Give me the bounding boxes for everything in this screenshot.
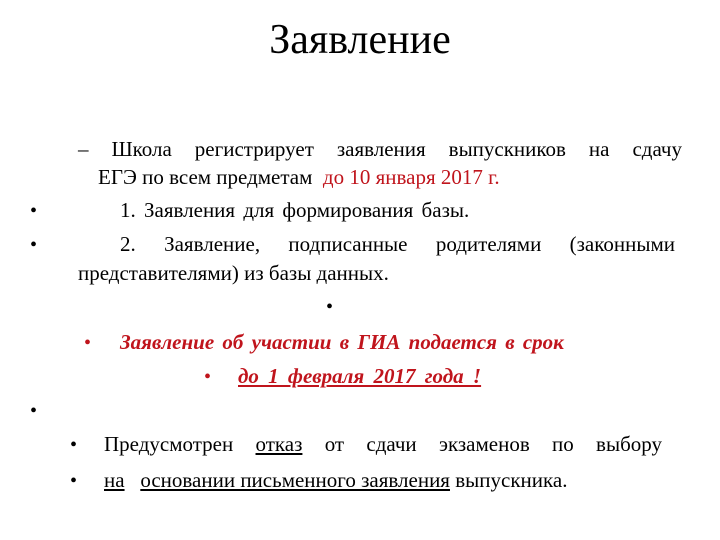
registration-deadline: до 10 января 2017 г.	[322, 165, 500, 189]
bullet-refusal1: •	[70, 434, 78, 456]
bullet-item2: •	[30, 234, 38, 256]
item2-text-line2: представителями) из базы данных.	[78, 261, 389, 285]
refusal-pre: Предусмотрен	[104, 432, 234, 456]
bullet-deadline2: •	[204, 366, 212, 388]
registration-text-line1: – Школа регистрирует заявления выпускников на сдачу	[78, 137, 682, 161]
registration-subjects-text: ЕГЭ по всем предметам	[98, 165, 313, 189]
bullet-refusal2: •	[70, 470, 78, 492]
registration-text-line2	[98, 164, 500, 190]
bullet-empty-2: •	[30, 400, 38, 422]
refusal-post: от сдачи экзаменов по выбору	[324, 432, 662, 456]
bullet-deadline1: •	[84, 332, 92, 354]
refusal-graduate: выпускника.	[455, 468, 568, 492]
refusal-text-line1	[104, 431, 662, 457]
refusal-text-line2	[104, 467, 567, 493]
item2-text-line1: 2. Заявление, подписанные родителями (законными	[120, 232, 675, 256]
deadline-text-line2: до 1 февраля 2017 года !	[238, 364, 482, 388]
refusal-basis-text: основании письменного заявления	[140, 468, 450, 492]
deadline-text-line1: Заявление об участии в ГИА подается в срок	[120, 330, 564, 354]
item1-text: 1. Заявления для формирования базы.	[120, 198, 470, 222]
bullet-empty-1: •	[326, 296, 334, 318]
refusal-basis-on: на	[104, 468, 125, 492]
bullet-item1: •	[30, 200, 38, 222]
page-title: Заявление	[269, 17, 451, 63]
refusal-keyword: отказ	[255, 432, 303, 456]
